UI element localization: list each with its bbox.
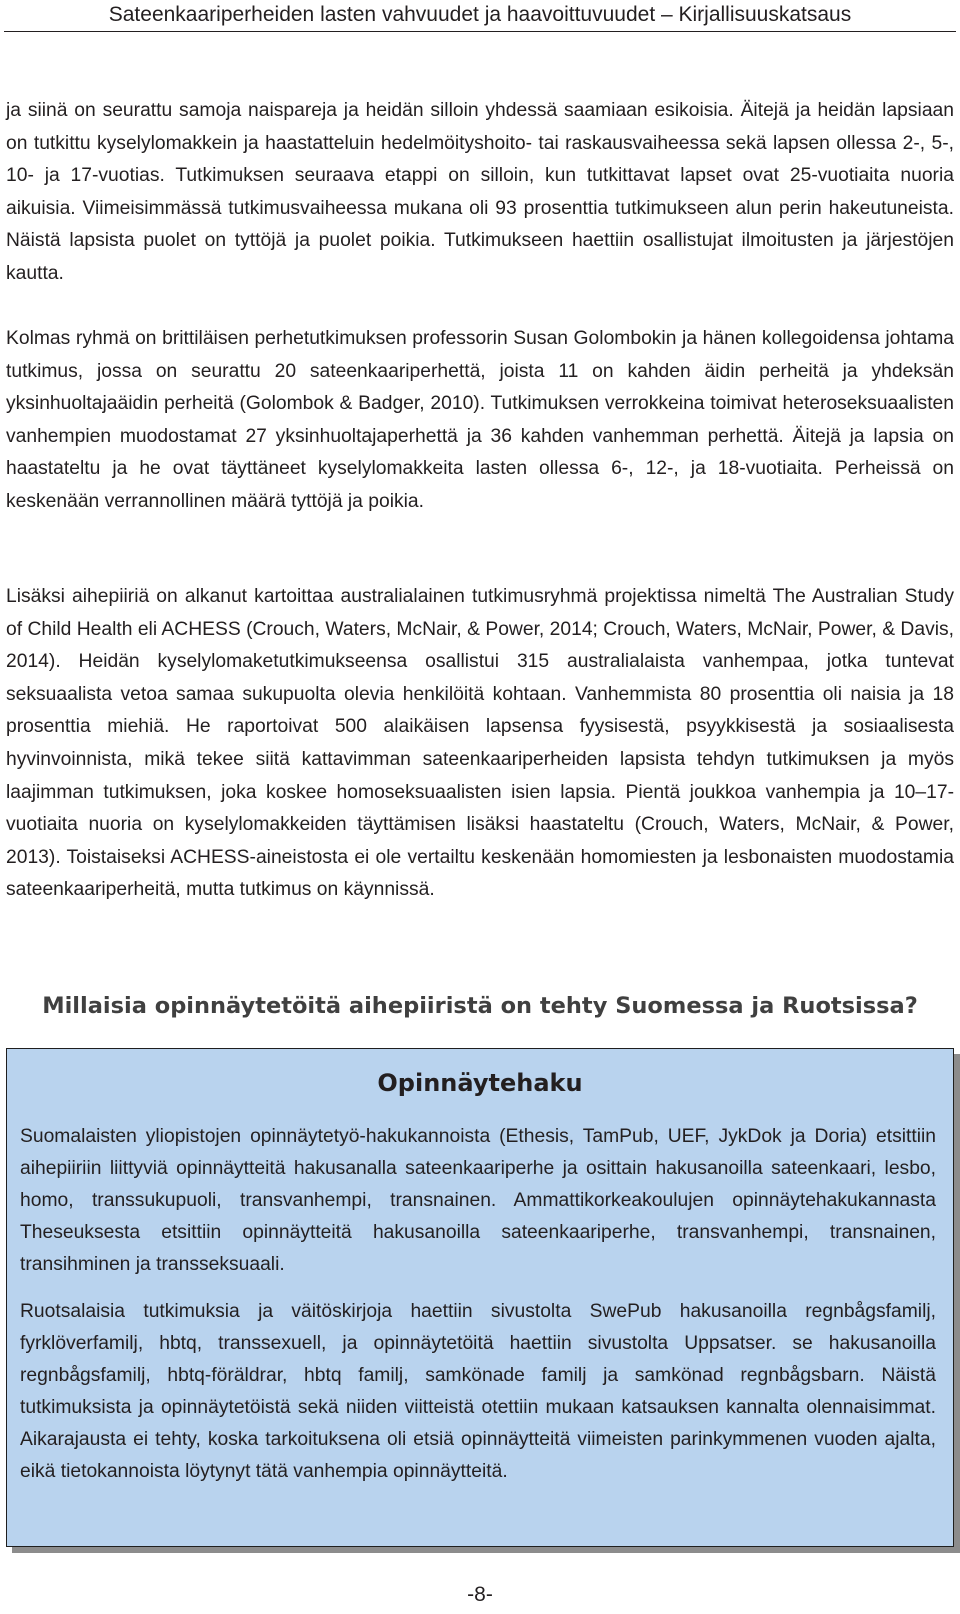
- page-number: -8-: [467, 1583, 493, 1606]
- header-divider: [4, 31, 956, 32]
- running-header: Sateenkaariperheiden lasten vahvuudet ja haavoittuvuudet – Kirjallisuuskatsaus: [108, 3, 852, 26]
- info-box-paragraph: Suomalaisten yliopistojen opinnäytetyö-hakukannoista (Ethesis, TamPub, UEF, JykDok ja Doria) etsittiin aihepiiriin liittyviä opinnäytteitä hakusanalla sateenkaariperhe ja osittain hakusanoilla sateenkaari, lesbo, homo, transsukupuoli, transvanhempi, transnainen. Ammattikorkeakoulujen opinnäytehakukannasta Theseuksesta etsittiin opinnäytteitä hakusanoilla sateenkaariperhe, transvanhempi, transnainen, transihminen ja transseksuaali.: [20, 1126, 936, 1275]
- body-paragraph: Lisäksi aihepiiriä on alkanut kartoittaa australialainen tutkimusryhmä projektissa nimeltä The Australian Study of Child Health eli ACHESS (Crouch, Waters, McNair, & Power, 2014; Crouch, Waters, McNair, Power, & Davis, 2014). Heidän kyselylomaketutkimukseensa osallistui 315 australialaista vanhempaa, jotka tuntevat seksuaalista vetoa samaa sukupuolta olevia henkilöitä kohtaan. Vanhemmista 80 prosenttia oli naisia ja 18 prosenttia miehiä. He raportoivat 500 alaikäisen lapsensa fyysisestä, psyykkisestä ja sosiaalisesta hyvinvoinnista, mikä tekee siitä kattavimman sateenkaariperheiden lapsista tehdyn tutkimuksen ja myös laajimman tutkimuksen, joka koskee homoseksuaalisten isien lapsia. Pientä joukkoa vanhempia ja 10–17-vuotiaita nuoria on kyselylomakkeiden täyttämisen lisäksi haastateltu (Crouch, Waters, McNair, & Power, 2013). Toistaiseksi ACHESS-aineistosta ei ole vertailtu keskenään homomiesten ja lesbonaisten muodostamia sateenkaariperheitä, mutta tutkimus on käynnissä.: [6, 586, 954, 901]
- section-heading: Millaisia opinnäytetöitä aihepiiristä on tehty Suomessa ja Ruotsissa?: [42, 993, 918, 1019]
- body-paragraph: Kolmas ryhmä on brittiläisen perhetutkimuksen professorin Susan Golombokin ja hänen kollegoidensa johtama tutkimus, jossa on seurattu 20 sateenkaariperhettä, joista 11 on kahden äidin perheitä ja yhdeksän yksinhuoltajaäidin perheitä (Golombok & Badger, 2010). Tutkimuksen verrokkeina toimivat heteroseksuaalisten vanhempien muodostamat 27 yksinhuoltajaperhettä ja 36 kahden vanhemman perhettä. Äitejä ja lapsia on haastateltu ja he ovat täyttäneet kyselylomakkeita lasten ollessa 6-, 12-, ja 18-vuotiaita. Perheissä on keskenään verrannollinen määrä tyttöjä ja poikia.: [6, 328, 954, 512]
- body-paragraph: ja siinä on seurattu samoja naispareja ja heidän silloin yhdessä saamiaan esikoisia. Äitejä ja heidän lapsiaan on tutkittu kyselylomakkein ja haastatteluin hedelmöityshoito- tai raskausvaiheessa sekä lapsen ollessa 2-, 5-, 10- ja 17-vuotias. Tutkimuksen seuraava etappi on silloin, kun tutkittavat lapset ovat 25-vuotiaita nuoria aikuisia. Viimeisimmässä tutkimusvaiheessa mukana oli 93 prosenttia tutkimukseen alun perin hakeutuneista. Näistä lapsista puolet on tyttöjä ja puolet poikia. Tutkimukseen haettiin osallistujat ilmoitusten ja järjestöjen kautta.: [6, 100, 954, 284]
- info-box-title: Opinnäytehaku: [377, 1069, 583, 1097]
- info-box-paragraph: Ruotsalaisia tutkimuksia ja väitöskirjoja haettiin sivustolta SwePub hakusanoilla regnbågsfamilj, fyrklöverfamilj, hbtq, transsexuell, ja opinnäytetöitä haettiin sivustolta Uppsatser. se hakusanoilla regnbågsfamilj, hbtq-föräldrar, hbtq familj, samkönade familj ja samkönad regnbågsbarn. Näistä tutkimuksista ja opinnäytetöistä sekä niiden viitteistä otettiin mukaan katsauksen kannalta olennaisimmat. Aikarajausta ei tehty, koska tarkoituksena oli etsiä opinnäytteitä viimeisten parinkymmenen vuoden ajalta, eikä tietokannoista löytynyt tätä vanhempia opinnäytteitä.: [20, 1301, 936, 1482]
